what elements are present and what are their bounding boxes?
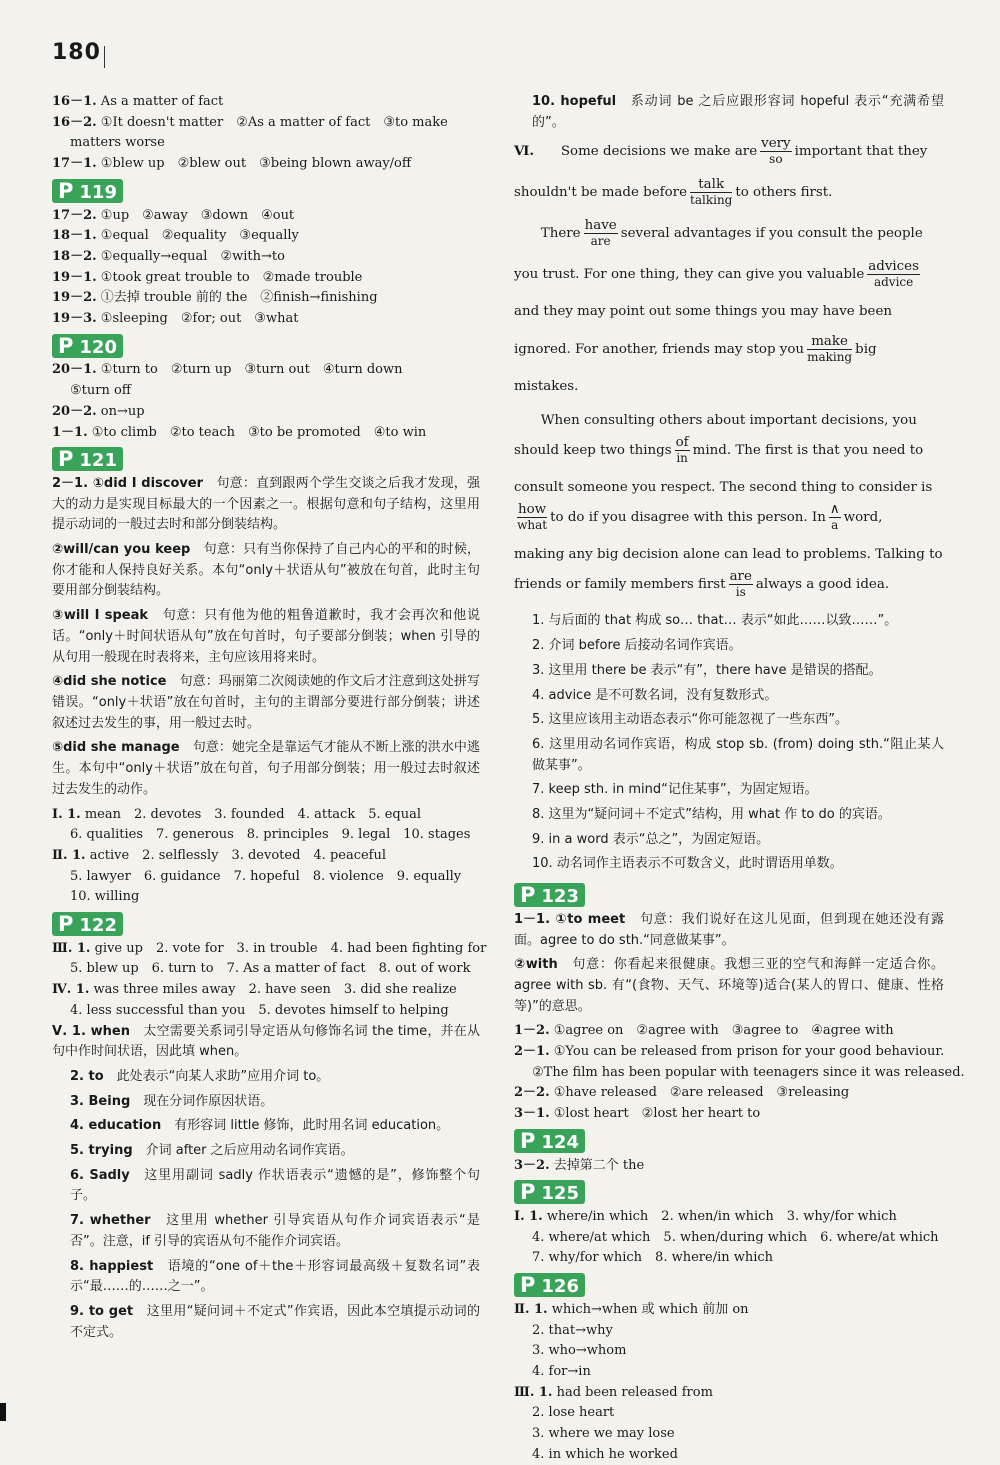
- page-ref-badge: [514, 883, 585, 907]
- answer-line: [52, 805, 480, 826]
- answer-number: 3－1.: [514, 1106, 550, 1122]
- page-ref-number: 121: [79, 450, 117, 472]
- answer-number: ②will/can you keep: [52, 542, 191, 558]
- answer-line: [52, 133, 480, 154]
- essay-label: Ⅵ.: [514, 143, 535, 160]
- answer-text: 2. lose heart: [532, 1405, 615, 1421]
- answer-line: [52, 268, 480, 289]
- answer-number: Ⅳ. 1.: [52, 982, 90, 998]
- answer-line: [52, 1302, 480, 1343]
- answer-number: 8. happiest: [70, 1258, 154, 1274]
- page-ref-letter: P: [520, 1180, 536, 1205]
- answer-line: [514, 1248, 944, 1269]
- answer-number: 19－3.: [52, 311, 97, 327]
- answer-text: 3. who→whom: [532, 1343, 627, 1359]
- answer-line: [514, 92, 944, 133]
- answer-number: 1－1. ①to meet: [514, 911, 626, 927]
- right-bottom-block: [514, 611, 965, 1465]
- answer-line: [52, 887, 480, 908]
- answer-line: [52, 226, 480, 247]
- answer-line: [52, 939, 487, 960]
- answer-number: 6. Sadly: [70, 1167, 130, 1183]
- answer-text: 句意：只有当你保持了自己内心的平和的时候，你才能和人保持良好关系。本句“only＋状语从句”被放在句首，此时主句要用部分倒装结构。: [52, 542, 480, 599]
- answer-text: 太空需要关系词引导定语从句修饰名词 the time，并在从句中作时间状语，因此填 when。: [52, 1023, 480, 1060]
- essay-text: you trust. For one thing, they can give you valuable: [514, 267, 865, 283]
- essay-text: shouldn't be made before: [514, 185, 688, 201]
- answer-text: 句意：我们说好在这儿见面，但到现在她还没有露面。agree to do sth.“同意做某事”。: [514, 911, 944, 948]
- answer-line: [52, 867, 480, 888]
- answer-text: 句意：直到跟两个学生交谈之后我才发现，强大的动力是实现目标最大的一个因素之一。根据句意和句子结构，这里用提示动词的一般过去时和部分倒装结构。: [52, 475, 480, 533]
- answer-text: 去掉第二个 the: [549, 1157, 645, 1173]
- essay-text: should keep two things: [514, 443, 672, 459]
- answer-line: [514, 710, 944, 731]
- page-ref-number: 124: [541, 1131, 579, 1153]
- answer-line: [52, 1001, 480, 1022]
- answer-text: 8. 这里为“疑问词＋不定式”结构，用 what 作 to do 的宾语。: [532, 807, 891, 823]
- right-top-block: [514, 92, 944, 133]
- answer-line: [52, 672, 480, 734]
- answer-text: 1. 与后面的 that 构成 so… that… 表示“如此……以致……”。: [532, 613, 898, 629]
- answer-number: Ⅲ. 1.: [514, 1384, 553, 1400]
- page-number: 180: [52, 40, 101, 65]
- answer-text: 3. where we may lose: [532, 1426, 675, 1442]
- answer-text: ①sleeping ②for; out ③what: [96, 311, 299, 327]
- answer-line: [514, 1321, 944, 1342]
- answer-text: 句意：只有他为他的粗鲁道歉时，我才会再次和他说话。“only＋时间状语从句”放在句首时，句子要部分倒装；when 引导的从句用一般现在时表将来，主句应该用将来时。: [52, 608, 480, 665]
- answer-line: [514, 1300, 944, 1321]
- answer-line: [514, 910, 944, 951]
- answer-number: 19－2.: [52, 290, 97, 306]
- answer-text: 此处表示“向某人求助”应用介词 to。: [103, 1068, 330, 1084]
- page-ref-number: 122: [79, 915, 117, 937]
- answer-text: ①agree on ②agree with ③agree to ④agree with: [549, 1023, 894, 1039]
- answer-number: 18－1.: [52, 228, 97, 244]
- answer-line: [52, 1067, 480, 1088]
- answer-number: 2. to: [70, 1068, 104, 1084]
- answer-line: [514, 780, 944, 801]
- page-number-divider: [104, 46, 105, 68]
- answer-line: [514, 1228, 944, 1249]
- answer-text: 这里用副词 sadly 作状语表示“遗憾的是”，修饰整个句子。: [70, 1167, 480, 1204]
- answer-line: [514, 1383, 944, 1404]
- page-ref-number: 119: [79, 181, 117, 203]
- answer-text: 5. blew up 6. turn to 7. As a matter of fact 8. out of work: [70, 961, 471, 977]
- answer-text: ②The film has been popular with teenagers since it was released.: [532, 1064, 965, 1080]
- page-ref-number: 123: [541, 886, 579, 908]
- answer-number: ④did she notice: [52, 674, 167, 690]
- answer-text: 10. 动名词作主语表示不可数含义，此时谓语用单数。: [532, 856, 843, 872]
- answer-text: ①It doesn't matter ②As a matter of fact ③to make: [96, 114, 448, 130]
- answer-number: 7. whether: [70, 1213, 151, 1229]
- essay-text: mind. The first is that you need to: [692, 443, 924, 459]
- answer-text: ①took great trouble to ②made trouble: [96, 269, 363, 285]
- correction-mark: make making: [807, 334, 853, 365]
- correction-mark: ∧ a: [829, 502, 840, 533]
- page-ref-letter: P: [58, 178, 74, 203]
- answer-number: 20－2.: [52, 403, 97, 419]
- answer-number: 17－2.: [52, 207, 97, 223]
- answer-number: Ⅱ. 1.: [514, 1301, 548, 1317]
- answer-text: where/in which 2. when/in which 3. why/for which: [542, 1208, 897, 1224]
- page-ref-letter: P: [58, 912, 74, 937]
- answer-line: [52, 959, 480, 980]
- answer-text: 4. for→in: [532, 1363, 591, 1379]
- page-ref-badge: [52, 447, 123, 471]
- answer-number: Ⅴ. 1. when: [52, 1023, 130, 1039]
- page-ref-badge: [52, 912, 123, 936]
- answer-number: 3. Being: [70, 1093, 131, 1109]
- answer-number: 9. to get: [70, 1303, 134, 1319]
- essay-text: to others first.: [735, 185, 833, 201]
- answer-number: ②with: [514, 957, 558, 973]
- answer-number: 19－1.: [52, 269, 97, 285]
- answer-text: 4. in which he worked: [532, 1446, 678, 1462]
- correction-mark: have are: [584, 218, 617, 249]
- answer-number: 20－1.: [52, 362, 97, 378]
- answer-line: [514, 661, 944, 682]
- answer-line: [52, 825, 480, 846]
- answer-line: [52, 1257, 480, 1298]
- answer-number: 18－2.: [52, 248, 97, 264]
- answer-line: [52, 980, 480, 1001]
- scan-corner-mark: [0, 1403, 6, 1421]
- answer-text: matters worse: [70, 135, 165, 151]
- answer-line: [514, 1362, 944, 1383]
- correction-mark: advices advice: [868, 259, 919, 290]
- answer-text: 介词 after 之后应用动名词作宾语。: [132, 1143, 354, 1159]
- answer-line: [514, 1341, 944, 1362]
- answer-line: [514, 686, 944, 707]
- correction-mark: are is: [729, 569, 752, 600]
- answer-text: 句意：玛丽第二次阅读她的作文后才注意到这处拼写错误。“only＋状语”放在句首时，主句的主谓部分要进行部分倒装；讲述叙述过去发生的事，用一般过去时。: [52, 674, 480, 731]
- page-ref-badge: [52, 179, 123, 203]
- answer-line: [52, 402, 480, 423]
- answer-text: 3. 这里用 there be 表示“有”，there have 是错误的搭配。: [532, 662, 882, 678]
- answer-text: ①turn to ②turn up ③turn out ④turn down: [96, 362, 403, 378]
- page-ref-badge: [52, 334, 123, 358]
- essay-text: making any big decision alone can lead to problems. Talking to: [514, 547, 943, 563]
- essay-text: big: [855, 342, 877, 358]
- answer-line: [52, 423, 480, 444]
- correction-mark: $\frac{of}{in}$: [675, 435, 689, 466]
- answer-text: ①You can be released from prison for your good behaviour.: [549, 1044, 945, 1060]
- answer-line: [52, 1211, 480, 1252]
- essay-text: When consulting others about important decisions, you: [540, 413, 917, 429]
- answer-text: 7. why/for which 8. where/in which: [532, 1250, 774, 1266]
- page-ref-letter: P: [520, 1273, 536, 1298]
- essay-text: to do if you disagree with this person. In: [550, 510, 826, 526]
- answer-number: 4. education: [70, 1118, 162, 1134]
- answer-number: ⑤did she manage: [52, 740, 180, 756]
- answer-text: 有形容词 little 修饰，此时用名词 education。: [161, 1118, 450, 1134]
- answer-line: [514, 830, 944, 851]
- answer-line: [514, 1156, 944, 1177]
- essay-text: word,: [843, 510, 883, 526]
- page-ref-number: 126: [541, 1276, 579, 1298]
- answer-line: [514, 1083, 944, 1104]
- answer-text: which→when 或 which 前加 on: [547, 1301, 749, 1317]
- answer-line: [514, 805, 944, 826]
- answer-number: 16－1.: [52, 94, 97, 109]
- answer-line: [52, 540, 480, 602]
- essay-text: important that they: [794, 144, 928, 160]
- answer-line: [52, 1166, 480, 1207]
- answer-text: 系动词 be 之后应跟形容词 hopeful 表示“充满希望的”。: [532, 94, 944, 130]
- essay-text: and they may point out some things you may have been: [514, 304, 893, 320]
- answer-text: 语境的“one of＋the＋形容词最高级＋复数名词”表示“最……的……之一”。: [70, 1258, 480, 1295]
- essay-correction: [514, 137, 944, 599]
- answer-line: [514, 955, 944, 1017]
- answer-text: on→up: [96, 403, 145, 419]
- correction-mark: how what: [517, 502, 548, 533]
- essay-text: ignored. For another, friends may stop you: [514, 342, 805, 358]
- answer-text: 这里用“疑问词＋不定式”作宾语，因此本空填提示动词的不定式。: [70, 1303, 480, 1340]
- answer-line: [52, 309, 480, 330]
- answer-number: Ⅰ. 1.: [52, 806, 81, 822]
- answer-text: 这里用 whether 引导宾语从句作介词宾语表示“是否”。注意，if 引导的宾语从句不能作介词宾语。: [70, 1213, 480, 1249]
- answer-number: 16－2.: [52, 114, 97, 130]
- answer-line: [52, 154, 480, 175]
- page-ref-badge: [514, 1180, 585, 1204]
- answer-text: 7. keep sth. in mind“记住某事”，为固定短语。: [532, 782, 818, 798]
- essay-text: consult someone you respect. The second thing to consider is: [514, 480, 933, 496]
- answer-line: [514, 1042, 944, 1063]
- left-answer-column: [52, 92, 487, 1347]
- answer-line: [52, 738, 480, 800]
- answer-line: [514, 611, 944, 632]
- answer-line: [52, 288, 480, 309]
- answer-text: ①去掉 trouble 前的 the ②finish→finishing: [96, 290, 378, 306]
- correction-mark: very so: [761, 136, 791, 167]
- answer-text: 句意：她完全是靠运气才能从不断上涨的洪水中逃生。本句中“only＋状语”放在句首，句子用部分倒装；用一般过去时叙述过去发生的动作。: [52, 740, 480, 797]
- answer-text: 6. qualities 7. generous 8. principles 9. legal 10. stages: [70, 827, 471, 843]
- answer-text: mean 2. devotes 3. founded 4. attack 5. equal: [80, 806, 422, 822]
- answer-text: ①lost heart ②lost her heart to: [549, 1106, 761, 1122]
- answer-text: 5. 这里应该用主动语态表示“你可能忽视了一些东西”。: [532, 712, 849, 728]
- answer-text: 现在分词作原因状语。: [130, 1093, 274, 1109]
- answer-text: active 2. selflessly 3. devoted 4. peaceful: [85, 847, 387, 863]
- answer-line: [52, 1116, 480, 1137]
- answer-number: 1－1.: [52, 424, 88, 440]
- right-answer-column: [514, 92, 965, 1465]
- answer-text: give up 2. vote for 3. in trouble 4. had been fighting for: [90, 940, 487, 956]
- answer-line: [514, 1445, 944, 1465]
- answer-line: [514, 1424, 944, 1445]
- page-ref-number: 125: [541, 1183, 579, 1205]
- answer-number: 10. hopeful: [532, 94, 617, 109]
- page-ref-number: 120: [79, 336, 117, 358]
- answer-text: ①up ②away ③down ④out: [96, 207, 295, 223]
- answer-text: ①equal ②equality ③equally: [96, 228, 299, 244]
- answer-text: 4. advice 是不可数名词，没有复数形式。: [532, 687, 778, 703]
- page-ref-letter: P: [58, 333, 74, 358]
- answer-text: 5. lawyer 6. guidance 7. hopeful 8. violence 9. equally: [70, 868, 462, 884]
- answer-line: [514, 854, 944, 875]
- answer-text: ①blew up ②blew out ③being blown away/off: [96, 156, 412, 172]
- answer-line: [52, 606, 480, 668]
- answer-line: [52, 1022, 480, 1063]
- answer-number: 2－2.: [514, 1085, 550, 1101]
- answer-line: [52, 360, 480, 381]
- answer-line: [514, 636, 944, 657]
- answer-line: [52, 206, 480, 227]
- answer-line: [514, 1063, 965, 1084]
- answer-line: [52, 1141, 480, 1162]
- answer-text: As a matter of fact: [96, 94, 224, 109]
- answer-line: [514, 1021, 944, 1042]
- answer-number: 17－1.: [52, 156, 97, 172]
- page-ref-letter: P: [58, 447, 74, 472]
- answer-number: Ⅲ. 1.: [52, 940, 91, 956]
- answer-line: [52, 381, 480, 402]
- answer-text: ①have released ②are released ③releasing: [549, 1085, 850, 1101]
- page-ref-letter: P: [520, 1128, 536, 1153]
- answer-number: 5. trying: [70, 1143, 133, 1159]
- answer-line: [514, 1104, 944, 1125]
- answer-line: [514, 1207, 944, 1228]
- answer-number: 2－1. ①did I discover: [52, 475, 204, 491]
- essay-text: friends or family members first: [514, 577, 726, 593]
- answer-text: 9. in a word 表示“总之”，为固定短语。: [532, 831, 770, 847]
- answer-number: ③will I speak: [52, 608, 149, 624]
- answer-line: [52, 247, 480, 268]
- answer-line: [52, 92, 480, 113]
- correction-mark: talk talking: [690, 177, 733, 208]
- answer-line: [514, 735, 944, 776]
- essay-text: There: [540, 226, 581, 242]
- answer-text: 4. where/at which 5. when/during which 6. where/at which: [532, 1229, 939, 1245]
- answer-number: Ⅰ. 1.: [514, 1208, 543, 1224]
- answer-text: was three miles away 2. have seen 3. did she realize: [89, 982, 457, 998]
- essay-text: always a good idea.: [755, 577, 890, 593]
- answer-text: ⑤turn off: [70, 383, 132, 399]
- answer-number: Ⅱ. 1.: [52, 847, 86, 863]
- answer-text: 4. less successful than you 5. devotes himself to helping: [70, 1002, 449, 1018]
- answer-text: ①equally→equal ②with→to: [96, 248, 285, 264]
- answer-line: [52, 846, 480, 867]
- essay-text: mistakes.: [514, 379, 579, 395]
- page-ref-letter: P: [520, 883, 536, 908]
- answer-text: had been released from: [552, 1384, 713, 1400]
- answer-number: 1－2.: [514, 1023, 550, 1039]
- answer-text: ①to climb ②to teach ③to be promoted ④to win: [87, 424, 427, 440]
- answer-text: 2. 介词 before 后接动名词作宾语。: [532, 638, 742, 654]
- page-ref-badge: [514, 1129, 585, 1153]
- answer-line: [52, 474, 480, 536]
- answer-line: [52, 113, 480, 134]
- essay-text: Some decisions we make are: [560, 144, 758, 160]
- answer-number: 3－2.: [514, 1157, 550, 1173]
- answer-line: [52, 1092, 480, 1113]
- answer-text: 6. 这里用动名词作宾语，构成 stop sb. (from) doing sth.“阻止某人做某事”。: [532, 736, 944, 773]
- answer-text: 2. that→why: [532, 1322, 613, 1338]
- essay-text: several advantages if you consult the people: [620, 226, 923, 242]
- answer-text: 句意：你看起来很健康。我想三亚的空气和海鲜一定适合你。agree with sb. 有“(食物、天气、环境等)适合(某人的胃口、健康、性格等)”的意思。: [514, 957, 944, 1014]
- answer-text: 10. willing: [70, 889, 140, 905]
- page-ref-badge: [514, 1273, 585, 1297]
- answer-number: 2－1.: [514, 1044, 550, 1060]
